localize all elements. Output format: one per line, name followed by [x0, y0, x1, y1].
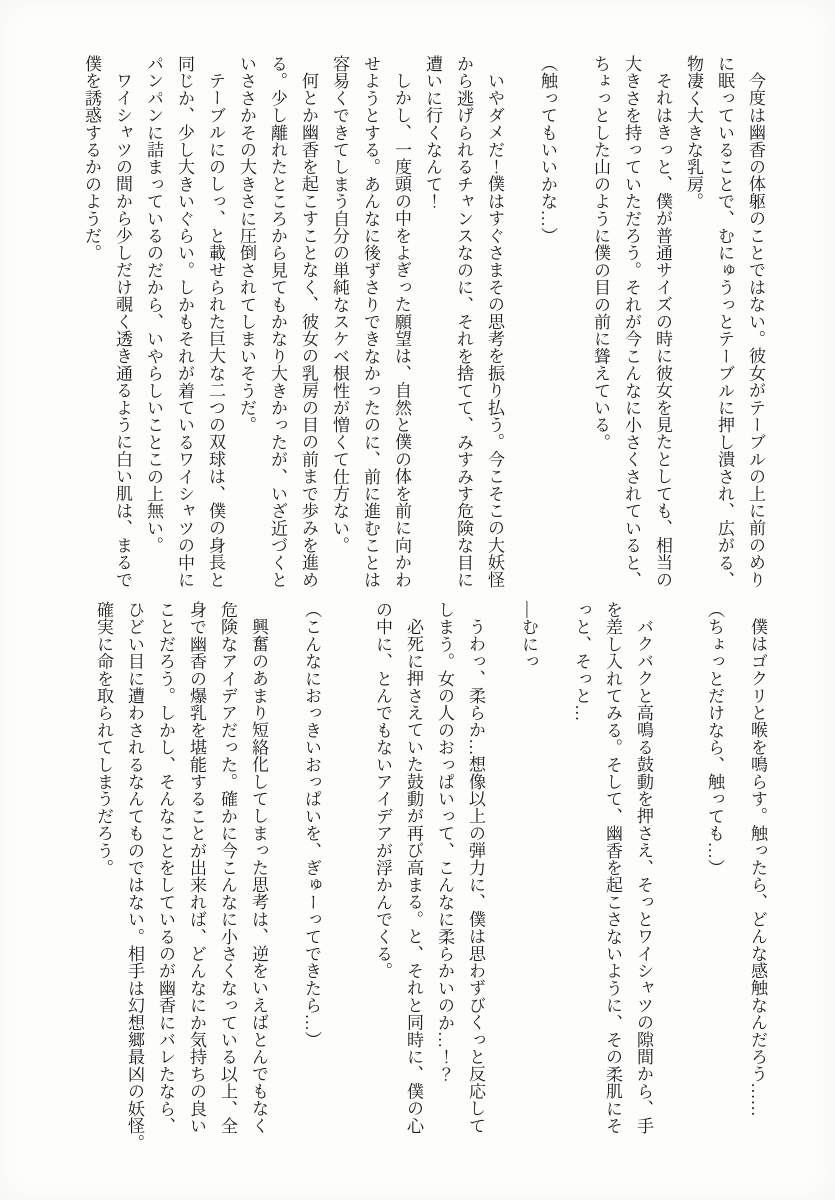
column-gap: [491, 601, 513, 1169]
column-gap: [659, 601, 699, 1169]
text-line: 興奮のあまり短絡化してしまった思考は、逆をいえばとんでもなく: [249, 618, 268, 1134]
column-gap: [327, 601, 367, 1169]
text-line: 遭いに行くなんて！: [423, 55, 442, 210]
column-gap: [510, 55, 532, 592]
text-line: ことだろう。しかし、そんなことをしているのが幽香にバレたなら、: [156, 601, 175, 1135]
column-gap: [274, 601, 296, 1169]
text-line: 今度は幽香の体躯のことではない。彼女がテーブルの上に前のめり: [746, 72, 765, 588]
text-line: うわっ、柔らか…想像以上の弾力に、僕は思わずびくっと反応して: [466, 618, 485, 1134]
column-gap: [563, 55, 585, 592]
text-line: を差し入れてみる。そして、幽香を起こさないように、その柔肌にそ: [603, 601, 622, 1135]
text-line: 僕はゴクリと喉を鳴らす。触ったら、どんな感触なんだろう……: [748, 618, 767, 1117]
text-line: いやダメだ！僕はすぐさまその思考を振り払う。今こそこの大妖怪: [485, 72, 504, 588]
text-line: いささかその大きさに圧倒されてしまいそうだ。: [237, 55, 256, 434]
text-line: せようとする。あんなに後ずさりできなかったのに、前に進むことは: [361, 55, 380, 589]
text-line: ―むにっ: [519, 601, 538, 670]
text-line: バクバクと高鳴る鼓動を押さえ、そっとワイシャツの隙間から、手: [634, 618, 653, 1134]
text-line: 物凄く大きな乳房。: [684, 55, 703, 210]
text-line: パンパンに詰まっているのだから、いやらしいことこの上無い。: [144, 55, 163, 554]
text-line: 身で幽香の爆乳を堪能することが出来れば、どんなにか気持ちの良い: [187, 601, 206, 1135]
top-text-block: [76, 55, 771, 592]
text-line: ひどい目に遭わされるなんてものではない。相手は幻想郷最凶の妖怪。: [125, 601, 144, 1152]
text-line: （こんなにおっきいおっぱいを、ぎゅーってできたら…）: [302, 601, 321, 1049]
text-line: 必死に押さえていた鼓動が再び高まる。と、それと同時に、僕の心: [404, 618, 423, 1134]
text-line: から逃げられるチャンスなのに、それを捨てて、みすみす危険な目に: [454, 55, 473, 589]
bottom-text-block: [88, 601, 773, 1169]
text-line: しまう。女の人のおっぱいって、こんなに柔らかいのか…！？: [435, 601, 454, 1083]
text-line: 大きさを持っていただろう。それが今こんなに小さくされていると、: [622, 55, 641, 589]
column-gap: [730, 601, 742, 1169]
text-line: 同じか、少し大きいぐらい。しかもそれが着ているワイシャツの中に: [175, 55, 194, 589]
text-line: それはきっと、僕が普通サイズの時に彼女を見たとしても、相当の: [653, 72, 672, 588]
text-line: ちょっとした山のように僕の目の前に聳えている。: [591, 55, 610, 451]
text-line: る。少し離れたところから見てもかなり大きかったが、いざ近づくと: [268, 55, 287, 589]
text-line: 何とか幽香を起こすことなく、彼女の乳房の目の前まで歩みを進め: [299, 72, 318, 588]
text-line: 容易くできてしまう自分の単純なスケベ根性が憎くて仕方ない。: [330, 55, 349, 554]
text-line: （触ってもいいかな…）: [538, 55, 557, 245]
text-line: に眠っていることで、むにゅうっとテーブルに押し潰され、広がる、: [715, 55, 734, 589]
text-line: 危険なアイデアだった。確かに今こんなに小さくなっている以上、全: [218, 601, 237, 1135]
text-line: の中に、とんでもないアイデアが浮かんでくる。: [373, 601, 392, 980]
text-line: っと、そっと…: [572, 601, 591, 722]
text-line: 僕を誘惑するかのようだ。: [82, 55, 101, 262]
column-gap: [544, 601, 566, 1169]
text-line: 確実に命を取られてしまうだろう。: [94, 601, 113, 877]
text-line: テーブルにのしっ、と載せられた巨大な二つの双球は、僕の身長と: [206, 72, 225, 588]
text-line: ワイシャツの間から少しだけ覗く透き通るように白い肌は、まるで: [113, 72, 132, 588]
text-line: しかし、一度頭の中をよぎった願望は、自然と僕の体を前に向かわ: [392, 72, 411, 588]
text-line: （ちょっとだけなら、触っても…）: [705, 601, 724, 877]
